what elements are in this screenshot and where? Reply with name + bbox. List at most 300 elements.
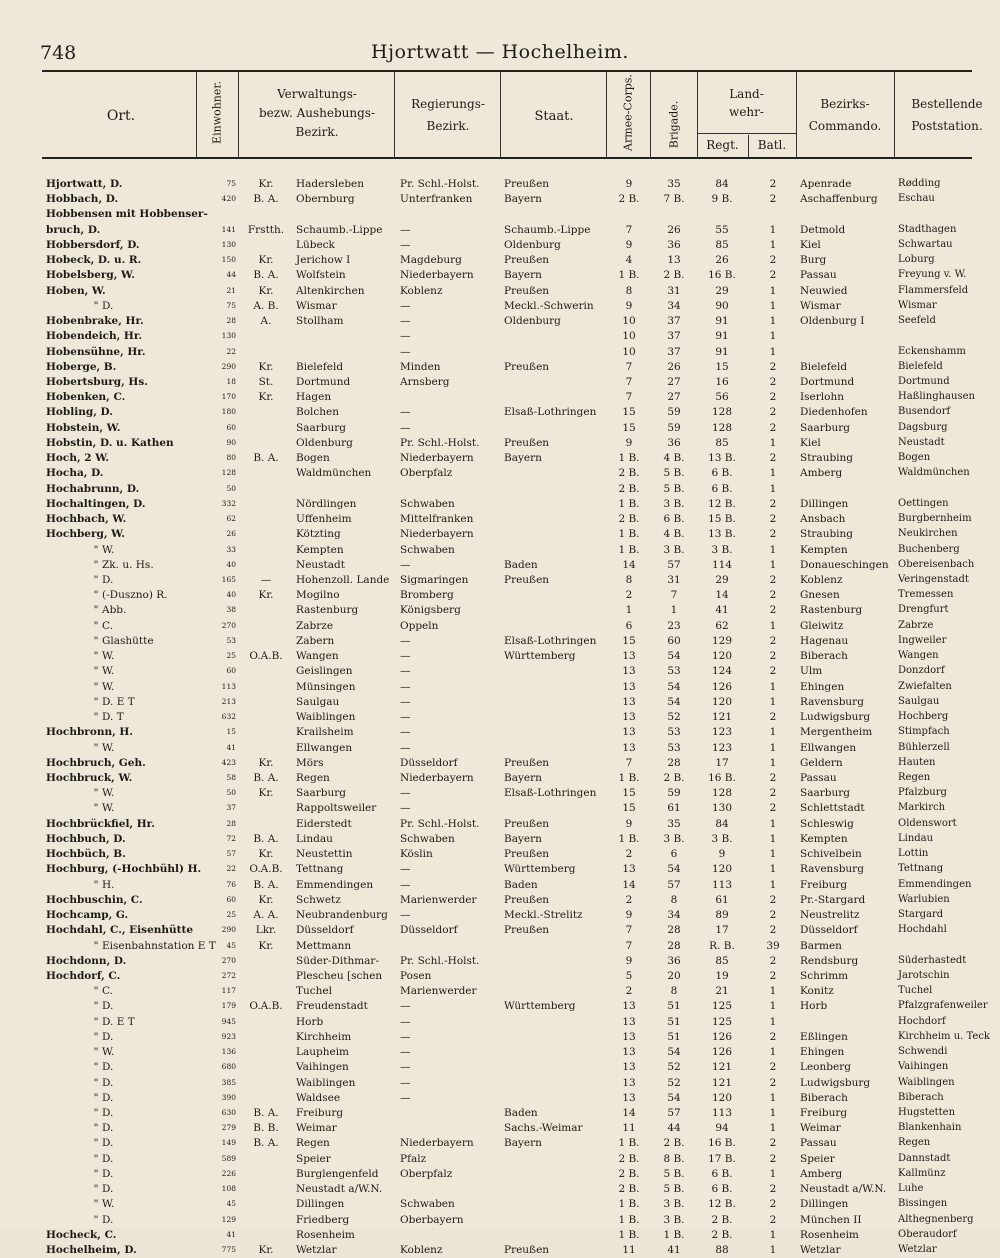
- ditto-mark: ": [93, 1046, 99, 1059]
- cell-regt: 13 B.: [708, 452, 736, 465]
- cell-staat: Preußen: [504, 360, 550, 373]
- cell-batl: 1: [769, 330, 777, 343]
- col-divider: [196, 72, 197, 158]
- cell-cmd: Schleswig: [800, 817, 854, 830]
- cell-pop: 272: [221, 970, 236, 980]
- cell-staat: Bayern: [504, 193, 542, 206]
- ditto-mark: ": [93, 299, 99, 312]
- place-name: [46, 206, 206, 222]
- header-cmd-1: Bezirks-: [820, 97, 870, 111]
- cell-bez: Laupheim: [296, 1046, 350, 1059]
- ditto-mark: ": [93, 1167, 99, 1180]
- cell-pop: 18: [226, 376, 236, 386]
- table-row: [0, 892, 1000, 908]
- cell-corps: 8: [625, 573, 633, 586]
- cell-cmd: Konitz: [800, 985, 834, 998]
- cell-pop: 775: [221, 1245, 236, 1255]
- cell-adm: Kr.: [258, 893, 274, 906]
- cell-batl: 1: [769, 238, 777, 251]
- cell-post: Pfalzgrafenweiler: [898, 1000, 988, 1012]
- table-row: [0, 831, 1000, 847]
- cell-regt: 84: [715, 817, 729, 830]
- place-name-text: Hobbach, D.: [46, 193, 119, 206]
- header-verw-3: Bezirk.: [295, 125, 339, 139]
- cell-corps: 13: [622, 680, 636, 693]
- cell-staat: Württemberg: [504, 1000, 576, 1013]
- cell-corps: 9: [625, 238, 633, 251]
- cell-cmd: Schivelbein: [800, 848, 862, 861]
- cell-brig: 51: [667, 1015, 681, 1028]
- cell-regt: 6 B.: [711, 1183, 733, 1196]
- cell-pop: 60: [226, 894, 236, 904]
- cell-staat: Sachs.-Weimar: [504, 1122, 583, 1135]
- place-name-text: Hochbuch, D.: [46, 832, 126, 845]
- place-name-text: W.: [102, 787, 115, 800]
- place-name-text: W.: [102, 680, 115, 693]
- cell-batl: 2: [769, 665, 777, 678]
- cell-bez: Lübeck: [296, 238, 335, 251]
- place-name: [46, 481, 206, 497]
- cell-brig: 28: [667, 939, 681, 952]
- table-row: [0, 465, 1000, 481]
- place-name-text: Eisenbahnstation E T: [102, 939, 216, 952]
- cell-reg: Marienwerder: [400, 893, 477, 906]
- cell-corps: 13: [622, 741, 636, 754]
- cell-brig: 2 B.: [663, 1137, 685, 1150]
- place-name-text: Hochaltingen, D.: [46, 497, 146, 510]
- cell-adm: B. B.: [253, 1122, 279, 1135]
- cell-regt: 91: [715, 330, 729, 343]
- table-row: [0, 968, 1000, 984]
- table-row: [0, 526, 1000, 542]
- cell-corps: 13: [622, 863, 636, 876]
- cell-bez: Rappoltsweiler: [296, 802, 377, 815]
- ditto-mark: ": [93, 1000, 99, 1013]
- cell-pop: 270: [221, 955, 236, 965]
- cell-regt: 12 B.: [708, 1198, 736, 1211]
- cell-regt: 114: [711, 558, 733, 571]
- table-row: [0, 663, 1000, 679]
- cell-bez: Waldsee: [296, 1091, 341, 1104]
- cell-adm: B. A.: [253, 269, 279, 282]
- cell-bez: Krailsheim: [296, 726, 354, 739]
- cell-corps: 1 B.: [618, 528, 640, 541]
- cell-adm: Kr.: [258, 360, 274, 373]
- cell-batl: 1: [769, 284, 777, 297]
- cell-corps: 2 B.: [618, 467, 640, 480]
- place-name: [46, 465, 206, 481]
- header-einwohner: Einwohner.: [210, 81, 224, 144]
- cell-bez: Rosenheim: [296, 1228, 355, 1241]
- cell-pop: 170: [221, 392, 236, 402]
- cell-corps: 15: [622, 787, 636, 800]
- cell-regt: 124: [711, 665, 733, 678]
- ditto-mark: ": [93, 1198, 99, 1211]
- cell-batl: 1: [769, 1122, 777, 1135]
- cell-staat: Preußen: [504, 573, 550, 586]
- cell-bez: Jerichow I: [296, 254, 351, 267]
- cell-corps: 9: [625, 817, 633, 830]
- header-landwehr-1: Land-: [729, 87, 764, 101]
- place-name-text: Hochdorf, C.: [46, 969, 121, 982]
- cell-cmd: Aschaffenburg: [800, 193, 878, 206]
- table-row: [0, 404, 1000, 420]
- cell-brig: 54: [667, 695, 681, 708]
- cell-reg: Oberpfalz: [400, 467, 453, 480]
- cell-corps: 7: [625, 391, 633, 404]
- table-row: [0, 298, 1000, 314]
- cell-staat: Preußen: [504, 924, 550, 937]
- ditto-mark: ": [93, 711, 99, 724]
- cell-regt: 9: [718, 848, 726, 861]
- cell-reg: —: [400, 650, 411, 663]
- place-name-text: W.: [102, 650, 115, 663]
- place-name: [46, 968, 206, 984]
- table-row: [0, 283, 1000, 299]
- cell-cmd: Amberg: [800, 467, 843, 480]
- cell-pop: 390: [221, 1092, 236, 1102]
- cell-regt: 120: [711, 650, 733, 663]
- table-row: [0, 922, 1000, 938]
- place-name-text: Hochbruch, Geh.: [46, 756, 146, 769]
- cell-adm: B. A.: [253, 1107, 279, 1120]
- cell-reg: —: [400, 421, 411, 434]
- place-name-text: D.: [102, 1107, 114, 1120]
- cell-brig: 3 B.: [663, 1213, 685, 1226]
- cell-cmd: Weimar: [800, 1122, 841, 1135]
- cell-post: Althegnenberg: [898, 1213, 974, 1225]
- cell-cmd: Bielefeld: [800, 360, 848, 373]
- cell-staat: Preußen: [504, 756, 550, 769]
- place-name: [46, 222, 206, 238]
- cell-cmd: München II: [800, 1213, 862, 1226]
- cell-batl: 2: [769, 193, 777, 206]
- cell-corps: 4: [625, 254, 633, 267]
- cell-regt: 85: [715, 436, 729, 449]
- cell-bez: Waiblingen: [296, 711, 356, 724]
- cell-adm: Kr.: [258, 756, 274, 769]
- cell-cmd: Eßlingen: [800, 1030, 848, 1043]
- header-batl: Batl.: [757, 138, 787, 152]
- cell-cmd: Saarburg: [800, 421, 850, 434]
- cell-bez: Tuchel: [296, 985, 332, 998]
- cell-brig: 31: [667, 284, 681, 297]
- cell-reg: Schwaben: [400, 497, 455, 510]
- cell-pop: 53: [226, 635, 236, 645]
- cell-post: Busendorf: [898, 406, 951, 418]
- place-name-text: Hobling, D.: [46, 406, 113, 419]
- ditto-mark: ": [93, 878, 99, 891]
- header-cmd-2: Commando.: [808, 119, 882, 133]
- cell-cmd: Mergentheim: [800, 726, 873, 739]
- cell-reg: Düsseldorf: [400, 756, 458, 769]
- cell-pop: 22: [226, 864, 236, 874]
- cell-bez: Hagen: [296, 391, 332, 404]
- cell-bez: Horb: [296, 1015, 324, 1028]
- cell-post: Tettnang: [898, 863, 944, 875]
- table-row: [0, 496, 1000, 512]
- cell-cmd: Straubing: [800, 452, 854, 465]
- table-row: [0, 998, 1000, 1014]
- table-row: [0, 800, 1000, 816]
- cell-reg: —: [400, 695, 411, 708]
- place-name-text: Hochcamp, G.: [46, 909, 129, 922]
- cell-cmd: Oldenburg I: [800, 315, 865, 328]
- cell-regt: 94: [715, 1122, 729, 1135]
- cell-post: Hochdorf: [898, 1015, 946, 1027]
- place-name-text: Hochbrückfiel, Hr.: [46, 817, 155, 830]
- table-row: [0, 511, 1000, 527]
- cell-bez: Burglengenfeld: [296, 1167, 379, 1180]
- cell-regt: 126: [711, 680, 733, 693]
- cell-post: Stargard: [898, 909, 944, 921]
- cell-batl: 1: [769, 1167, 777, 1180]
- ditto-mark: ": [93, 939, 99, 952]
- cell-batl: 1: [769, 223, 777, 236]
- cell-post: Obereisenbach: [898, 558, 975, 570]
- table-row: [0, 1166, 1000, 1182]
- cell-corps: 11: [622, 1244, 636, 1257]
- cell-bez: Rastenburg: [296, 604, 359, 617]
- cell-batl: 2: [769, 269, 777, 282]
- cell-staat: Preußen: [504, 1244, 550, 1257]
- cell-reg: —: [400, 315, 411, 328]
- cell-bez: Saarburg: [296, 421, 346, 434]
- cell-corps: 15: [622, 421, 636, 434]
- cell-pop: 270: [221, 620, 236, 630]
- cell-regt: 126: [711, 1030, 733, 1043]
- cell-regt: 125: [711, 1015, 733, 1028]
- cell-regt: 2 B.: [711, 1228, 733, 1241]
- cell-reg: —: [400, 223, 411, 236]
- cell-cmd: Barmen: [800, 939, 842, 952]
- cell-corps: 7: [625, 223, 633, 236]
- cell-batl: 2: [769, 954, 777, 967]
- cell-cmd: Kempten: [800, 543, 848, 556]
- ditto-mark: ": [93, 558, 99, 571]
- place-name: [46, 846, 206, 862]
- cell-reg: Schwaben: [400, 543, 455, 556]
- cell-batl: 1: [769, 1015, 777, 1028]
- place-name: [46, 1242, 206, 1258]
- cell-adm: Kr.: [258, 178, 274, 190]
- ditto-mark: ": [93, 1213, 99, 1226]
- place-name: [46, 526, 206, 542]
- cell-cmd: Dillingen: [800, 497, 849, 510]
- cell-cmd: Gnesen: [800, 589, 840, 602]
- cell-post: Hugstetten: [898, 1107, 956, 1119]
- ditto-mark: ": [93, 650, 99, 663]
- cell-batl: 1: [769, 832, 777, 845]
- place-name-text: W.: [102, 665, 115, 678]
- place-name-text: Hobenken, C.: [46, 391, 126, 404]
- cell-cmd: Rastenburg: [800, 604, 863, 617]
- cell-reg: Niederbayern: [400, 269, 474, 282]
- cell-post: Ingweiler: [898, 634, 947, 646]
- cell-staat: Württemberg: [504, 863, 576, 876]
- cell-batl: 1: [769, 1000, 777, 1013]
- place-name-text: Hocha, D.: [46, 467, 104, 480]
- cell-cmd: Dortmund: [800, 375, 855, 388]
- cell-staat: Bayern: [504, 1137, 542, 1150]
- cell-corps: 2 B.: [618, 1152, 640, 1165]
- cell-post: Warlubien: [898, 893, 950, 905]
- col-divider: [394, 72, 395, 158]
- place-name-text: Hoch, 2 W.: [46, 452, 110, 465]
- place-name-text: C.: [102, 985, 113, 998]
- cell-reg: Pr. Schl.-Holst.: [400, 436, 480, 449]
- cell-reg: Minden: [400, 360, 441, 373]
- cell-reg: —: [400, 1076, 411, 1089]
- table-row: [0, 191, 1000, 207]
- place-name-text: Hochdonn, D.: [46, 954, 127, 967]
- place-name: [46, 816, 206, 832]
- cell-post: Regen: [898, 1137, 931, 1149]
- cell-reg: Koblenz: [400, 284, 443, 297]
- cell-brig: 60: [667, 634, 681, 647]
- table-row: [0, 846, 1000, 862]
- cell-pop: 25: [226, 910, 236, 920]
- place-name: [46, 450, 206, 466]
- cell-pop: 630: [221, 1108, 236, 1118]
- cell-regt: 3 B.: [711, 543, 733, 556]
- cell-corps: 13: [622, 1076, 636, 1089]
- cell-corps: 14: [622, 558, 636, 571]
- cell-batl: 1: [769, 741, 777, 754]
- cell-post: Regen: [898, 771, 931, 783]
- cell-post: Dannstadt: [898, 1152, 951, 1164]
- cell-pop: 41: [226, 1229, 236, 1239]
- cell-cmd: Horb: [800, 1000, 828, 1013]
- cell-post: Kallmünz: [898, 1167, 946, 1179]
- cell-bez: Regen: [296, 1137, 330, 1150]
- cell-corps: 13: [622, 1030, 636, 1043]
- place-name-text: Hochelheim, D.: [46, 1244, 137, 1257]
- cell-corps: 1 B.: [618, 1198, 640, 1211]
- cell-pop: 76: [226, 879, 236, 889]
- cell-reg: —: [400, 238, 411, 251]
- cell-batl: 2: [769, 528, 777, 541]
- place-name-text: Hochdahl, C., Eisenhütte: [46, 924, 194, 937]
- cell-reg: —: [400, 345, 411, 358]
- place-name: [46, 420, 206, 436]
- cell-corps: 7: [625, 375, 633, 388]
- cell-corps: 14: [622, 1107, 636, 1120]
- place-name-text: bruch, D.: [46, 223, 101, 236]
- place-name: [46, 191, 206, 207]
- cell-post: Buchenberg: [898, 543, 960, 555]
- cell-pop: 136: [221, 1047, 236, 1057]
- cell-pop: 26: [226, 529, 236, 539]
- place-name-text: Hochbuschin, C.: [46, 893, 143, 906]
- cell-pop: 117: [221, 986, 236, 996]
- cell-corps: 2: [625, 589, 633, 602]
- cell-corps: 15: [622, 802, 636, 815]
- cell-pop: 149: [221, 1138, 236, 1148]
- cell-post: Schwartau: [898, 238, 953, 250]
- place-name-text: D.: [102, 573, 114, 586]
- cell-bez: Wismar: [296, 299, 337, 312]
- cell-pop: 945: [221, 1016, 236, 1026]
- cell-bez: Oldenburg: [296, 436, 353, 449]
- cell-bez: Wangen: [296, 650, 339, 663]
- header-reg-2: Bezirk.: [426, 119, 470, 133]
- cell-bez: Stollham: [296, 315, 344, 328]
- cell-batl: 1: [769, 1046, 777, 1059]
- cell-bez: Geislingen: [296, 665, 353, 678]
- cell-brig: 2 B.: [663, 771, 685, 784]
- cell-regt: R. B.: [709, 939, 735, 952]
- cell-bez: Kirchheim: [296, 1030, 352, 1043]
- cell-regt: 128: [711, 421, 733, 434]
- cell-corps: 2 B.: [618, 1183, 640, 1196]
- cell-brig: 2 B.: [663, 269, 685, 282]
- place-name: [46, 922, 206, 938]
- cell-brig: 8: [670, 985, 678, 998]
- cell-regt: 41: [715, 604, 729, 617]
- cell-bez: Dillingen: [296, 1198, 345, 1211]
- place-name-text: Glashütte: [102, 634, 154, 647]
- cell-brig: 52: [667, 1076, 681, 1089]
- cell-post: Flammersfeld: [898, 284, 969, 296]
- cell-adm: Kr.: [258, 848, 274, 861]
- cell-reg: Schwaben: [400, 1198, 455, 1211]
- cell-regt: 121: [711, 711, 733, 724]
- cell-brig: 3 B.: [663, 832, 685, 845]
- cell-cmd: Schlettstadt: [800, 802, 865, 815]
- cell-staat: Preußen: [504, 817, 550, 830]
- cell-regt: 2 B.: [711, 1213, 733, 1226]
- cell-post: Neustadt: [898, 436, 945, 448]
- cell-staat: Preußen: [504, 178, 550, 190]
- cell-post: Hauten: [898, 756, 936, 768]
- cell-reg: —: [400, 406, 411, 419]
- ditto-mark: ": [93, 985, 99, 998]
- cell-pop: 150: [221, 255, 236, 265]
- cell-pop: 41: [226, 742, 236, 752]
- ditto-mark: ": [93, 1030, 99, 1043]
- cell-pop: 22: [226, 346, 236, 356]
- cell-bez: Neustettin: [296, 848, 353, 861]
- cell-bez: Hohenzoll. Lande: [296, 573, 390, 586]
- cell-bez: Wetzlar: [296, 1244, 337, 1257]
- cell-brig: 37: [667, 345, 681, 358]
- cell-adm: Kr.: [258, 254, 274, 267]
- cell-adm: O.A.B.: [249, 1000, 283, 1013]
- cell-brig: 3 B.: [663, 1198, 685, 1211]
- cell-corps: 13: [622, 695, 636, 708]
- cell-cmd: Passau: [800, 771, 837, 784]
- cell-corps: 13: [622, 1015, 636, 1028]
- place-name-text: W.: [102, 1046, 115, 1059]
- cell-brig: 36: [667, 238, 681, 251]
- cell-reg: —: [400, 741, 411, 754]
- cell-batl: 2: [769, 513, 777, 526]
- cell-corps: 10: [622, 345, 636, 358]
- cell-cmd: Iserlohn: [800, 391, 844, 404]
- cell-batl: 2: [769, 924, 777, 937]
- table-row: [0, 1181, 1000, 1197]
- table-row: [0, 1075, 1000, 1091]
- place-name: [46, 359, 206, 375]
- cell-reg: Oppeln: [400, 619, 439, 632]
- place-name-text: D.: [102, 1030, 114, 1043]
- cell-pop: 75: [226, 300, 236, 310]
- cell-pop: 923: [221, 1031, 236, 1041]
- cell-post: Biberach: [898, 1091, 944, 1103]
- ditto-mark: ": [93, 1107, 99, 1120]
- cell-post: Waiblingen: [898, 1076, 955, 1088]
